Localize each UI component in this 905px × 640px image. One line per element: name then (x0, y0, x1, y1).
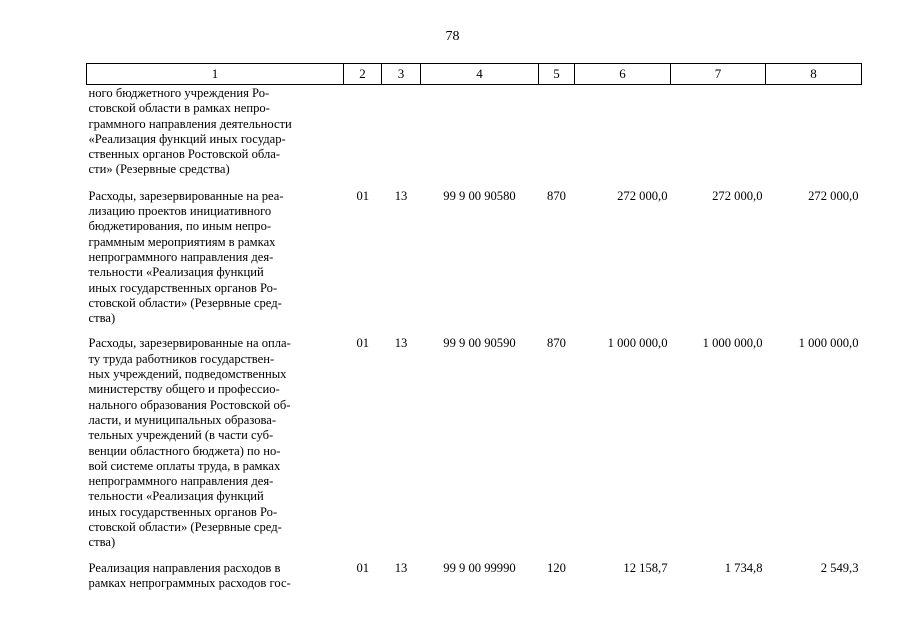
row-description (87, 85, 344, 178)
amount-col-7 (671, 85, 766, 178)
section-code (344, 85, 382, 178)
amount-col-7: 1 734,8 (724, 560, 763, 575)
description-line: лизацию проектов инициативного (88, 204, 272, 219)
section-code: 01 (356, 336, 370, 351)
description-line: рамках непрограммных расходов гос- (88, 575, 291, 590)
header-col-6: 6 (575, 64, 671, 85)
amount-col-6 (575, 85, 671, 178)
header-col-2: 2 (344, 64, 382, 85)
description-line: ства) (88, 311, 116, 326)
header-row (87, 64, 862, 85)
description-line: ства) (88, 535, 116, 550)
description-line: иных государственных органов Ро- (88, 280, 278, 295)
description-line: нального образования Ростовской об- (88, 397, 291, 412)
header-col-4: 4 (421, 64, 539, 85)
description-line: Расходы, зарезервированные на опла- (88, 336, 291, 351)
subsection-code: 13 (394, 188, 408, 203)
description-line: иных государственных органов Ро- (88, 504, 278, 519)
description-line: непрограммного направления дея- (88, 474, 274, 489)
section-code: 01 (356, 188, 370, 203)
subsection-code: 13 (394, 560, 408, 575)
amount-col-6: 12 158,7 (623, 560, 668, 575)
description-line: вой системе оплаты труда, в рамках (88, 458, 281, 473)
description-line: непрограммного направления дея- (88, 249, 274, 264)
header-col-7: 7 (671, 64, 766, 85)
row-description (87, 551, 344, 592)
expense-type-code: 870 (547, 336, 566, 351)
amount-col-8: 272 000,0 (808, 188, 859, 203)
expense-type-code (539, 85, 575, 178)
row-description (87, 326, 344, 550)
target-article-code: 99 9 00 90580 (443, 188, 516, 203)
target-article-code (421, 85, 539, 178)
description-line: «Реализация функций иных государ- (88, 131, 286, 146)
amount-col-6: 272 000,0 (617, 188, 668, 203)
description-line: ных учреждений, подведомственных (88, 367, 287, 382)
page-number: 78 (445, 29, 460, 44)
description-line: граммным мероприятиям в рамках (88, 234, 276, 249)
budget-table (86, 63, 862, 591)
header-col-3: 3 (382, 64, 421, 85)
description-line: Реализация направления расходов в (88, 560, 281, 575)
description-line: ного бюджетного учреждения Ро- (88, 86, 270, 100)
description-line: тельности «Реализация функций (88, 489, 264, 504)
description-line: стовской области в рамках непро- (88, 101, 270, 116)
description-line: венции областного бюджета) по но- (88, 443, 281, 458)
table-row (87, 551, 862, 592)
amount-col-8 (766, 85, 862, 178)
subsection-code (382, 85, 421, 178)
table-row (87, 85, 862, 178)
target-article-code: 99 9 00 99990 (443, 560, 516, 575)
description-line: тельности «Реализация функций (88, 265, 264, 280)
row-description (87, 178, 344, 327)
description-line: сти» (Резервные средства) (88, 162, 230, 177)
amount-col-7: 1 000 000,0 (702, 336, 763, 351)
description-line: тельных учреждений (в части суб- (88, 428, 274, 443)
description-line: бюджетирования, по иным непро- (88, 219, 272, 234)
description-line: ственных органов Ростовской обла- (88, 147, 281, 162)
description-line: министерству общего и профессио- (88, 382, 280, 397)
section-code: 01 (356, 560, 370, 575)
header-col-8: 8 (766, 64, 862, 85)
amount-col-7: 272 000,0 (712, 188, 763, 203)
target-article-code: 99 9 00 90590 (443, 336, 516, 351)
description-line: стовской области» (Резервные сред- (88, 520, 282, 535)
expense-type-code: 870 (547, 188, 566, 203)
subsection-code: 13 (394, 336, 408, 351)
expense-type-code: 120 (547, 560, 566, 575)
description-line: стовской области» (Резервные сред- (88, 295, 282, 310)
header-col-1: 1 (87, 64, 344, 85)
amount-col-8: 1 000 000,0 (798, 336, 859, 351)
header-col-5: 5 (539, 64, 575, 85)
description-line: ту труда работников государствен- (88, 351, 275, 366)
description-line: ласти, и муниципальных образова- (88, 412, 277, 427)
table-row (87, 326, 862, 550)
table-row (87, 178, 862, 327)
amount-col-6: 1 000 000,0 (607, 336, 668, 351)
amount-col-8: 2 549,3 (820, 560, 859, 575)
description-line: Расходы, зарезервированные на реа- (88, 188, 284, 203)
description-line: граммного направления деятельности (88, 116, 292, 131)
